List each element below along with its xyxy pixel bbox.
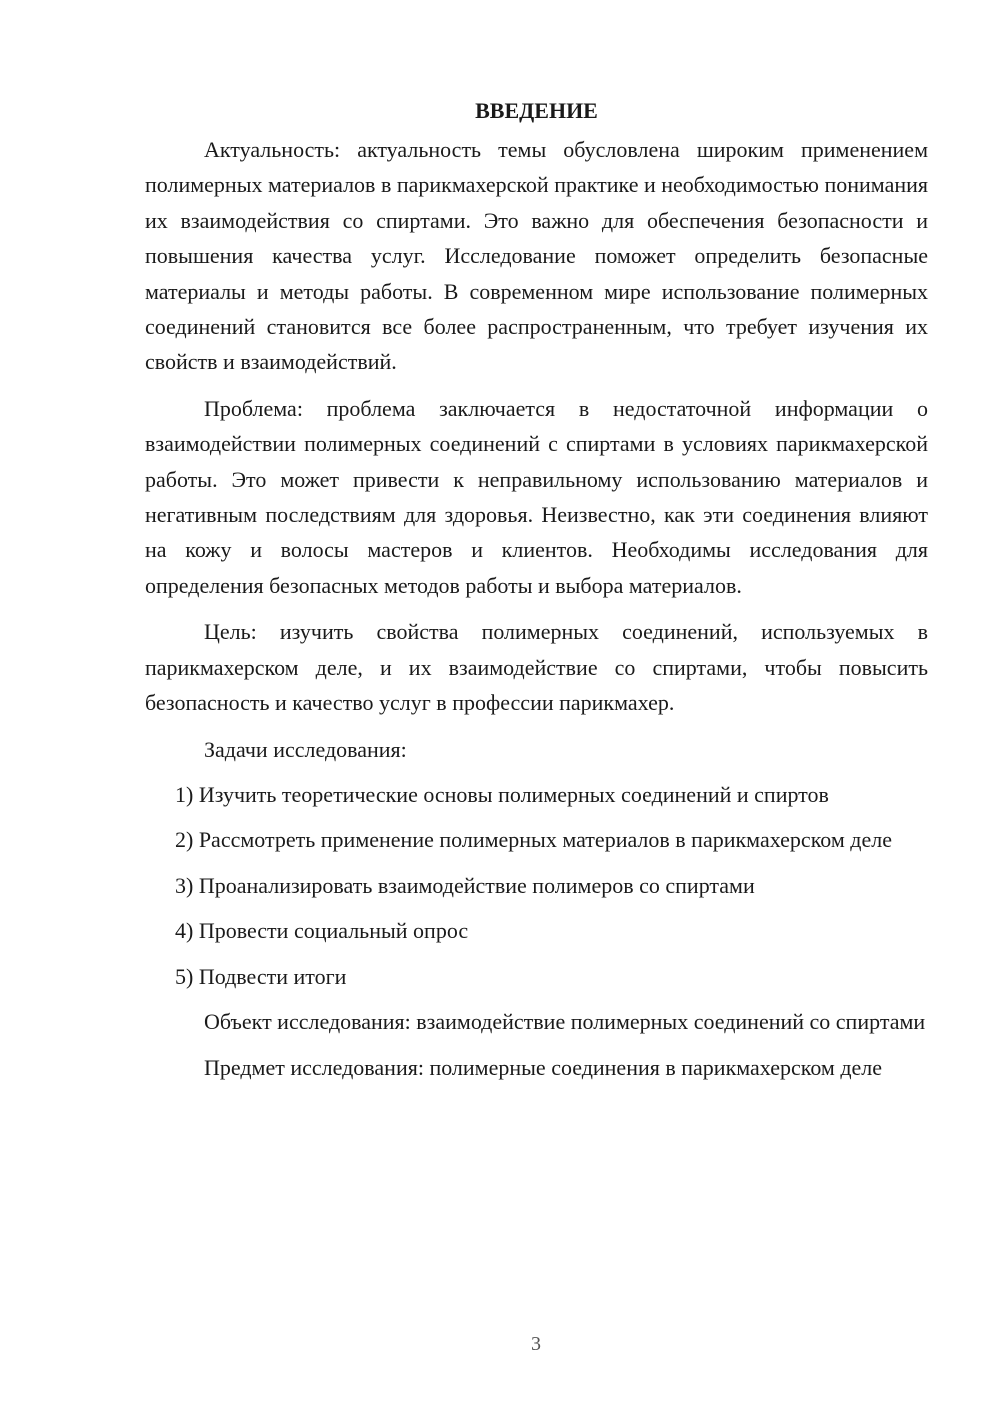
task-item: 1) Изучить теоретические основы полимерных соединений и спиртов [175,781,829,807]
subject-paragraph: Предмет исследования: полимерные соединения в парикмахерском деле [204,1055,883,1081]
task-item: 3) Проанализировать взаимодействие полимеров со спиртами [175,872,755,898]
task-item: 4) Провести социальный опрос [175,918,469,944]
page-title: ВВЕДЕНИЕ [475,98,598,123]
document-page [145,93,928,1097]
task-item: 5) Подвести итоги [175,963,347,989]
goal-paragraph: Цель: изучить свойства полимерных соединений, используемых в парикмахерском деле, и их взаимодействие со спиртами, чтобы повысить безопасность и качество услуг в профессии парикмахер. [145,619,928,716]
object-paragraph: Объект исследования: взаимодействие полимерных соединений со спиртами [204,1008,926,1034]
relevance-paragraph: Актуальность: актуальность темы обусловлена широким применением полимерных материалов в парикмахерской практике и необходимостью понимания их взаимодействия со спиртами. Это важно для обеспечения безопасности и повышения качества услуг. Исследование поможет определить безопасные материалы и методы работы. В современном мире использование полимерных соединений становится все более распространенным, что требует изучения их свойств и взаимодействий. [145,137,928,375]
tasks-list [145,777,928,994]
problem-paragraph: Проблема: проблема заключается в недостаточной информации о взаимодействии полимерных соединений с спиртами в условиях парикмахерской работы. Это может привести к неправильному использованию материалов и негативным последствиям для здоровья. Неизвестно, как эти соединения влияют на кожу и волосы мастеров и клиентов. Необходимы исследования для определения безопасных методов работы и выбора материалов. [145,395,928,598]
page-number: 3 [531,1333,541,1355]
tasks-heading: Задачи исследования: [204,736,407,762]
task-item: 2) Рассмотреть применение полимерных материалов в парикмахерском деле [175,827,892,853]
